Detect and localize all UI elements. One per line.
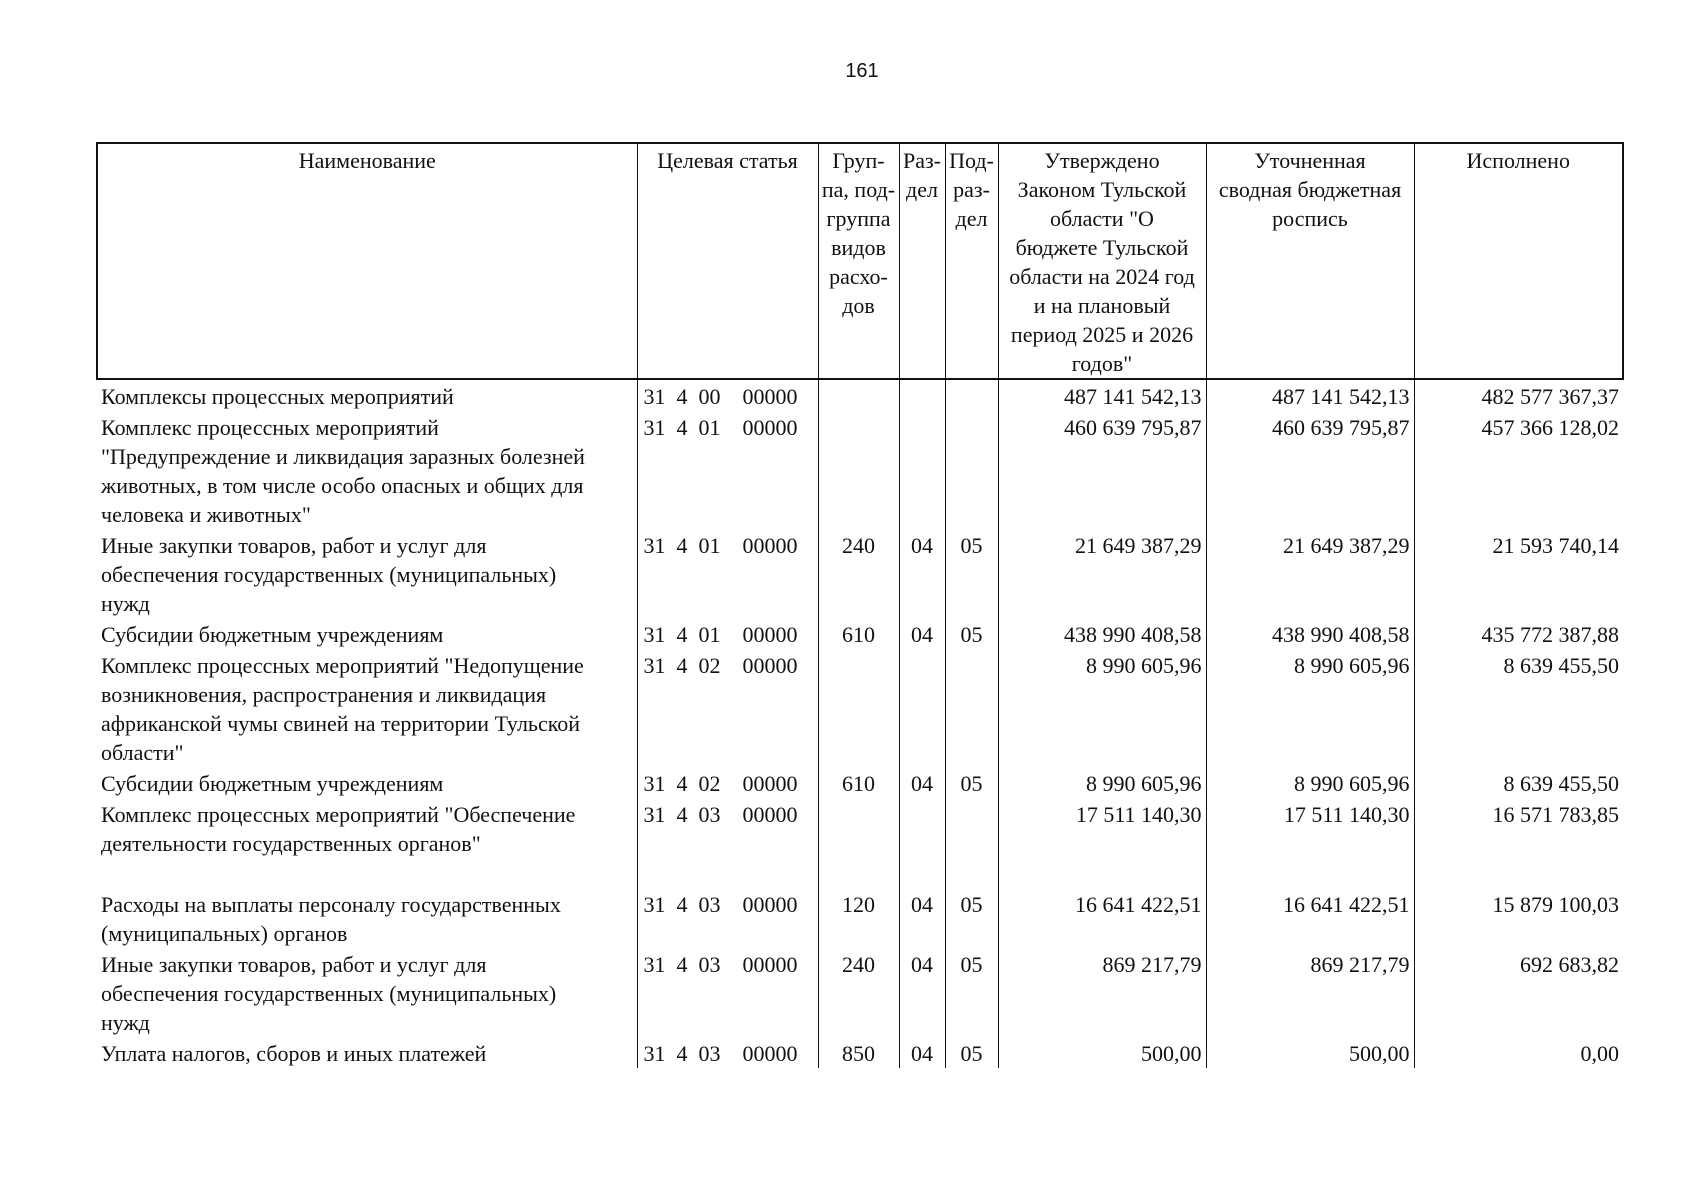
row-section: 04 <box>899 888 945 948</box>
row-executed: 457 366 128,02 <box>1414 411 1623 529</box>
row-section: 04 <box>899 618 945 649</box>
row-name: Расходы на выплаты персоналу государственных (муниципальных) органов <box>97 888 637 948</box>
table-row <box>97 798 1623 888</box>
row-section <box>899 411 945 529</box>
row-group: 610 <box>818 767 899 798</box>
row-subsection: 05 <box>945 767 998 798</box>
row-target-code: 31 4 01 00000 <box>637 411 818 529</box>
row-target-code: 31 4 01 00000 <box>637 618 818 649</box>
table-header <box>97 143 1623 379</box>
row-executed: 435 772 387,88 <box>1414 618 1623 649</box>
row-refined: 460 639 795,87 <box>1206 411 1414 529</box>
row-approved: 500,00 <box>998 1037 1206 1068</box>
page-number: 161 <box>845 60 879 82</box>
row-refined: 17 511 140,30 <box>1206 798 1414 888</box>
row-name: Комплексы процессных мероприятий <box>97 379 637 411</box>
header-row <box>97 143 1623 379</box>
row-group: 240 <box>818 529 899 618</box>
table-row <box>97 767 1623 798</box>
row-target-code: 31 4 01 00000 <box>637 529 818 618</box>
row-executed: 8 639 455,50 <box>1414 649 1623 767</box>
table-body <box>97 379 1623 1068</box>
row-group: 850 <box>818 1037 899 1068</box>
row-executed: 8 639 455,50 <box>1414 767 1623 798</box>
row-target-code: 31 4 02 00000 <box>637 767 818 798</box>
row-target-code: 31 4 03 00000 <box>637 888 818 948</box>
row-approved: 17 511 140,30 <box>998 798 1206 888</box>
row-approved: 8 990 605,96 <box>998 649 1206 767</box>
row-executed: 482 577 367,37 <box>1414 379 1623 411</box>
row-group: 120 <box>818 888 899 948</box>
row-approved: 487 141 542,13 <box>998 379 1206 411</box>
row-name: Иные закупки товаров, работ и услуг для обеспечения государственных (муниципальных) нужд <box>97 529 637 618</box>
row-group <box>818 798 899 888</box>
row-executed: 0,00 <box>1414 1037 1623 1068</box>
table-row <box>97 948 1623 1037</box>
row-approved: 869 217,79 <box>998 948 1206 1037</box>
row-group <box>818 379 899 411</box>
budget-table <box>96 142 1624 1068</box>
header-group: Груп- па, под- группа видов расхо- дов <box>818 143 899 379</box>
row-refined: 16 641 422,51 <box>1206 888 1414 948</box>
row-subsection: 05 <box>945 618 998 649</box>
row-section: 04 <box>899 529 945 618</box>
row-refined: 8 990 605,96 <box>1206 649 1414 767</box>
row-subsection: 05 <box>945 948 998 1037</box>
row-subsection: 05 <box>945 529 998 618</box>
row-name: Субсидии бюджетным учреждениям <box>97 618 637 649</box>
row-approved: 460 639 795,87 <box>998 411 1206 529</box>
header-subsection: Под- раз- дел <box>945 143 998 379</box>
row-approved: 8 990 605,96 <box>998 767 1206 798</box>
row-group: 610 <box>818 618 899 649</box>
row-executed: 15 879 100,03 <box>1414 888 1623 948</box>
table-row <box>97 529 1623 618</box>
row-section <box>899 798 945 888</box>
row-refined: 21 649 387,29 <box>1206 529 1414 618</box>
row-refined: 500,00 <box>1206 1037 1414 1068</box>
table-row <box>97 888 1623 948</box>
header-approved: Утверждено Законом Тульской области "О бюджете Тульской области на 2024 год и на плановый период 2025 и 2026 годов" <box>998 143 1206 379</box>
header-name: Наименование <box>97 143 637 379</box>
row-subsection: 05 <box>945 888 998 948</box>
table-row <box>97 649 1623 767</box>
row-section: 04 <box>899 948 945 1037</box>
row-subsection: 05 <box>945 1037 998 1068</box>
row-subsection <box>945 411 998 529</box>
row-refined: 487 141 542,13 <box>1206 379 1414 411</box>
row-name: Уплата налогов, сборов и иных платежей <box>97 1037 637 1068</box>
row-approved: 16 641 422,51 <box>998 888 1206 948</box>
row-name: Комплекс процессных мероприятий "Обеспечение деятельности государственных органов" <box>97 798 637 888</box>
row-section: 04 <box>899 767 945 798</box>
row-section <box>899 649 945 767</box>
row-target-code: 31 4 02 00000 <box>637 649 818 767</box>
row-section <box>899 379 945 411</box>
table-row <box>97 1037 1623 1068</box>
row-refined: 869 217,79 <box>1206 948 1414 1037</box>
row-group: 240 <box>818 948 899 1037</box>
row-name: Комплекс процессных мероприятий "Предупреждение и ликвидация заразных болезней животных, в том числе особо опасных и общих для человека и животных" <box>97 411 637 529</box>
row-target-code: 31 4 03 00000 <box>637 1037 818 1068</box>
table-row <box>97 379 1623 411</box>
row-subsection <box>945 798 998 888</box>
row-target-code: 31 4 03 00000 <box>637 798 818 888</box>
row-name: Субсидии бюджетным учреждениям <box>97 767 637 798</box>
row-subsection <box>945 649 998 767</box>
row-refined: 438 990 408,58 <box>1206 618 1414 649</box>
row-approved: 438 990 408,58 <box>998 618 1206 649</box>
row-section: 04 <box>899 1037 945 1068</box>
row-name: Комплекс процессных мероприятий "Недопущение возникновения, распространения и ликвидация африканской чумы свиней на территории Тульской области" <box>97 649 637 767</box>
row-name: Иные закупки товаров, работ и услуг для обеспечения государственных (муниципальных) нужд <box>97 948 637 1037</box>
header-section: Раз- дел <box>899 143 945 379</box>
row-target-code: 31 4 03 00000 <box>637 948 818 1037</box>
row-group <box>818 649 899 767</box>
header-refined: Уточненная сводная бюджетная роспись <box>1206 143 1414 379</box>
table-row <box>97 618 1623 649</box>
row-refined: 8 990 605,96 <box>1206 767 1414 798</box>
row-group <box>818 411 899 529</box>
row-approved: 21 649 387,29 <box>998 529 1206 618</box>
row-executed: 16 571 783,85 <box>1414 798 1623 888</box>
header-executed: Исполнено <box>1414 143 1623 379</box>
row-executed: 21 593 740,14 <box>1414 529 1623 618</box>
header-target: Целевая статья <box>637 143 818 379</box>
row-target-code: 31 4 00 00000 <box>637 379 818 411</box>
row-subsection <box>945 379 998 411</box>
row-executed: 692 683,82 <box>1414 948 1623 1037</box>
table-row <box>97 411 1623 529</box>
